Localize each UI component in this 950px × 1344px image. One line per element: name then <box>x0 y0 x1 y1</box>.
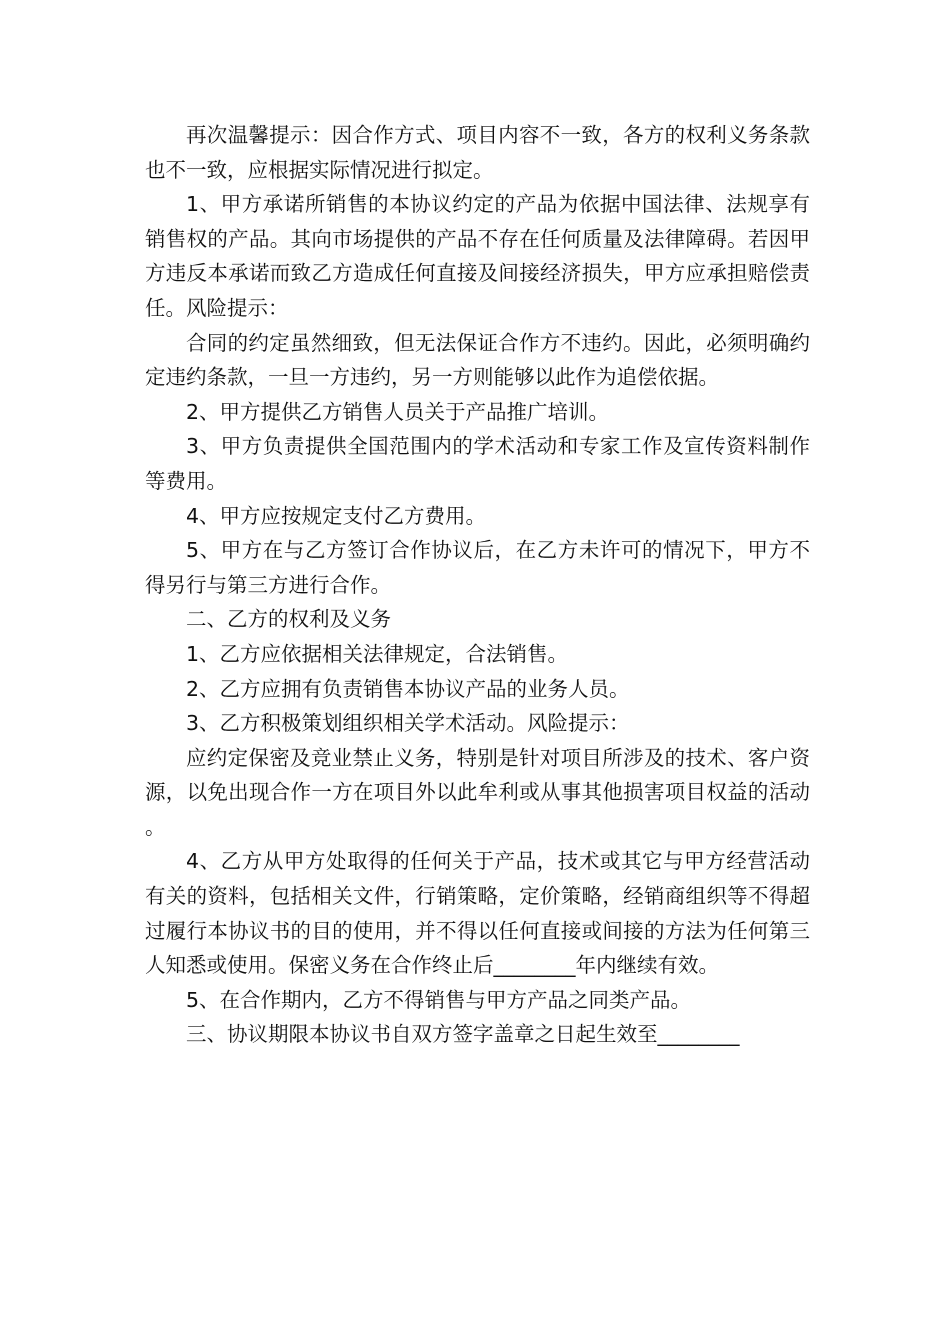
paragraph-party-b-clause-2: 2、乙方应拥有负责销售本协议产品的业务人员。 <box>186 676 630 701</box>
paragraph-party-a-clause-4: 4、甲方应按规定支付乙方费用。 <box>186 503 487 528</box>
paragraph-party-a-clause-2: 2、甲方提供乙方销售人员关于产品推广培训。 <box>186 399 610 424</box>
paragraph-party-b-clause-1: 1、乙方应依据相关法律规定，合法销售。 <box>186 641 569 666</box>
section-heading-party-b: 二、乙方的权利及义务 <box>186 607 391 632</box>
paragraph-party-b-clause-3: 3、乙方积极策划组织相关学术活动。风险提示： <box>186 711 630 736</box>
paragraph-party-b-clause-5: 5、在合作期内，乙方不得销售与甲方产品之同类产品。 <box>186 987 692 1012</box>
section-heading-term: 三、协议期限本协议书自双方签字盖章之日起生效至________ <box>186 1022 740 1047</box>
paragraph-risk-note-breach: 合同的约定虽然细致，但无法保证合作方不违约。因此，必须明确约定违约条款，一旦一方违约，另一方则能够以此作为追偿依据。 <box>145 330 810 390</box>
paragraph-risk-note-confidentiality: 应约定保密及竞业禁止义务，特别是针对项目所涉及的技术、客户资源，以免出现合作一方在项目外以此牟利或从事其他损害项目权益的活动。 <box>145 745 810 839</box>
paragraph-reminder: 再次温馨提示：因合作方式、项目内容不一致，各方的权利义务条款也不一致，应根据实际情况进行拟定。 <box>145 123 810 182</box>
paragraph-party-a-clause-5: 5、甲方在与乙方签订合作协议后，在乙方未许可的情况下，甲方不得另行与第三方进行合作。 <box>145 538 810 597</box>
document-body <box>145 118 810 1052</box>
paragraph-party-a-clause-3: 3、甲方负责提供全国范围内的学术活动和专家工作及宣传资料制作等费用。 <box>145 434 810 493</box>
paragraph-party-b-clause-4: 4、乙方从甲方处取得的任何关于产品，技术或其它与甲方经营活动有关的资料，包括相关文件，行销策略，定价策略，经销商组织等不得超过履行本协议书的目的使用，并不得以任何直接或间接的方法为任何第三人知悉或使用。保密义务在合作终止后________年内继续有效。 <box>145 849 810 978</box>
paragraph-party-a-clause-1: 1、甲方承诺所销售的本协议约定的产品为依据中国法律、法规享有销售权的产品。其向市场提供的产品不存在任何质量及法律障碍。若因甲方违反本承诺而致乙方造成任何直接及间接经济损失，甲方应承担赔偿责任。风险提示： <box>145 192 810 320</box>
